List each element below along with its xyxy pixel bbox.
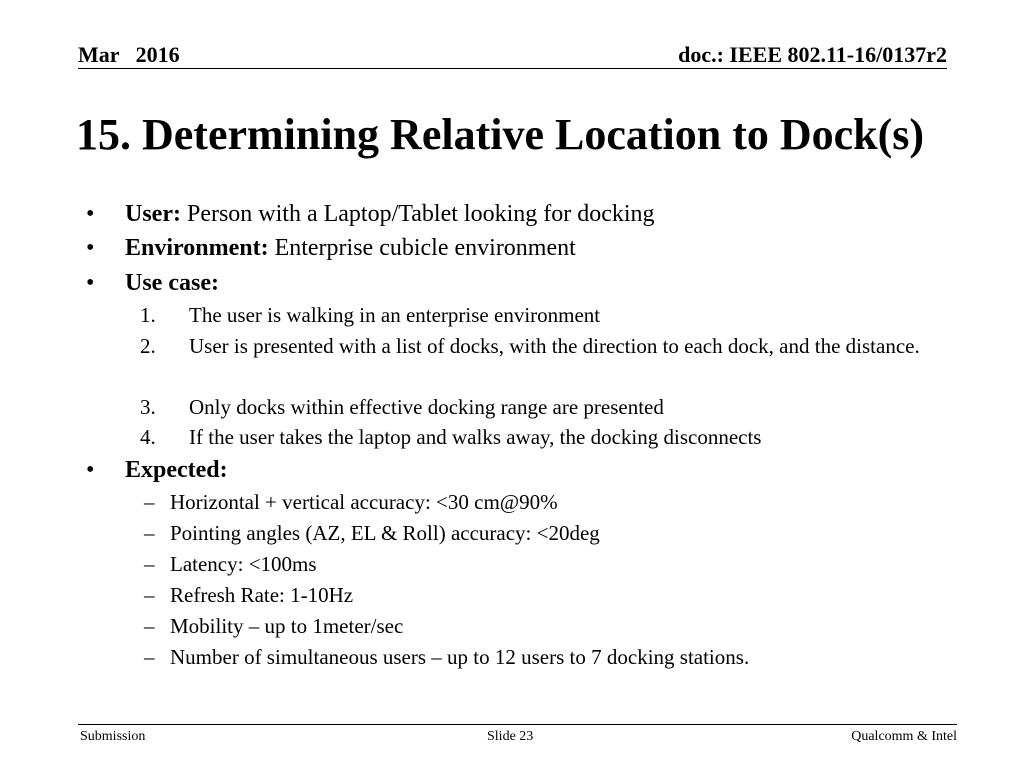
bullet-marker: • [86, 235, 95, 261]
footer-divider [78, 724, 957, 725]
expected-item-text: Refresh Rate: 1-10Hz [170, 583, 354, 607]
bullet-marker: • [86, 270, 95, 296]
dash-marker: – [144, 583, 155, 607]
bullet-marker: • [86, 201, 95, 227]
step-text: The user is walking in an enterprise environment [189, 303, 601, 327]
dash-marker: – [144, 552, 155, 576]
expected-item-text: Latency: <100ms [170, 552, 317, 576]
expected-item-text: Mobility – up to 1meter/sec [170, 614, 404, 638]
footer-submission: Submission [80, 729, 146, 744]
step-number: 1. [140, 303, 156, 327]
expected-item-text: Horizontal + vertical accuracy: <30 cm@90% [170, 490, 558, 514]
step-text: User is presented with a list of docks, with the direction to each dock, and the distance. [189, 334, 920, 358]
bullet-expected-label: Expected: [125, 457, 228, 483]
step-number: 2. [140, 334, 156, 358]
bullet-marker: • [86, 457, 95, 483]
header-date: Mar 2016 [78, 42, 180, 67]
bullet-user-label: User: [125, 201, 181, 227]
header-divider [78, 68, 947, 69]
step-number: 3. [140, 395, 156, 419]
dash-marker: – [144, 614, 155, 638]
expected-item-text: Pointing angles (AZ, EL & Roll) accuracy: <20deg [170, 521, 600, 545]
bullet-use-case-label: Use case: [125, 270, 219, 296]
step-number: 4. [140, 425, 156, 449]
footer-slide-number: Slide 23 [487, 729, 534, 744]
dash-marker: – [144, 521, 155, 545]
expected-item-text: Number of simultaneous users – up to 12 users to 7 docking stations. [170, 645, 750, 669]
dash-marker: – [144, 645, 155, 669]
header-doc-id: doc.: IEEE 802.11-16/0137r2 [678, 42, 947, 67]
step-text: If the user takes the laptop and walks away, the docking disconnects [189, 425, 762, 449]
step-text: Only docks within effective docking range are presented [189, 395, 664, 419]
dash-marker: – [144, 490, 155, 514]
bullet-environment-label: Environment: [125, 235, 269, 261]
slide-title: 15. Determining Relative Location to Dock(s) [76, 110, 925, 159]
bullet-user-text: Person with a Laptop/Tablet looking for docking [180, 201, 655, 227]
footer-authors: Qualcomm & Intel [851, 729, 957, 744]
bullet-environment-text: Enterprise cubicle environment [268, 235, 576, 261]
